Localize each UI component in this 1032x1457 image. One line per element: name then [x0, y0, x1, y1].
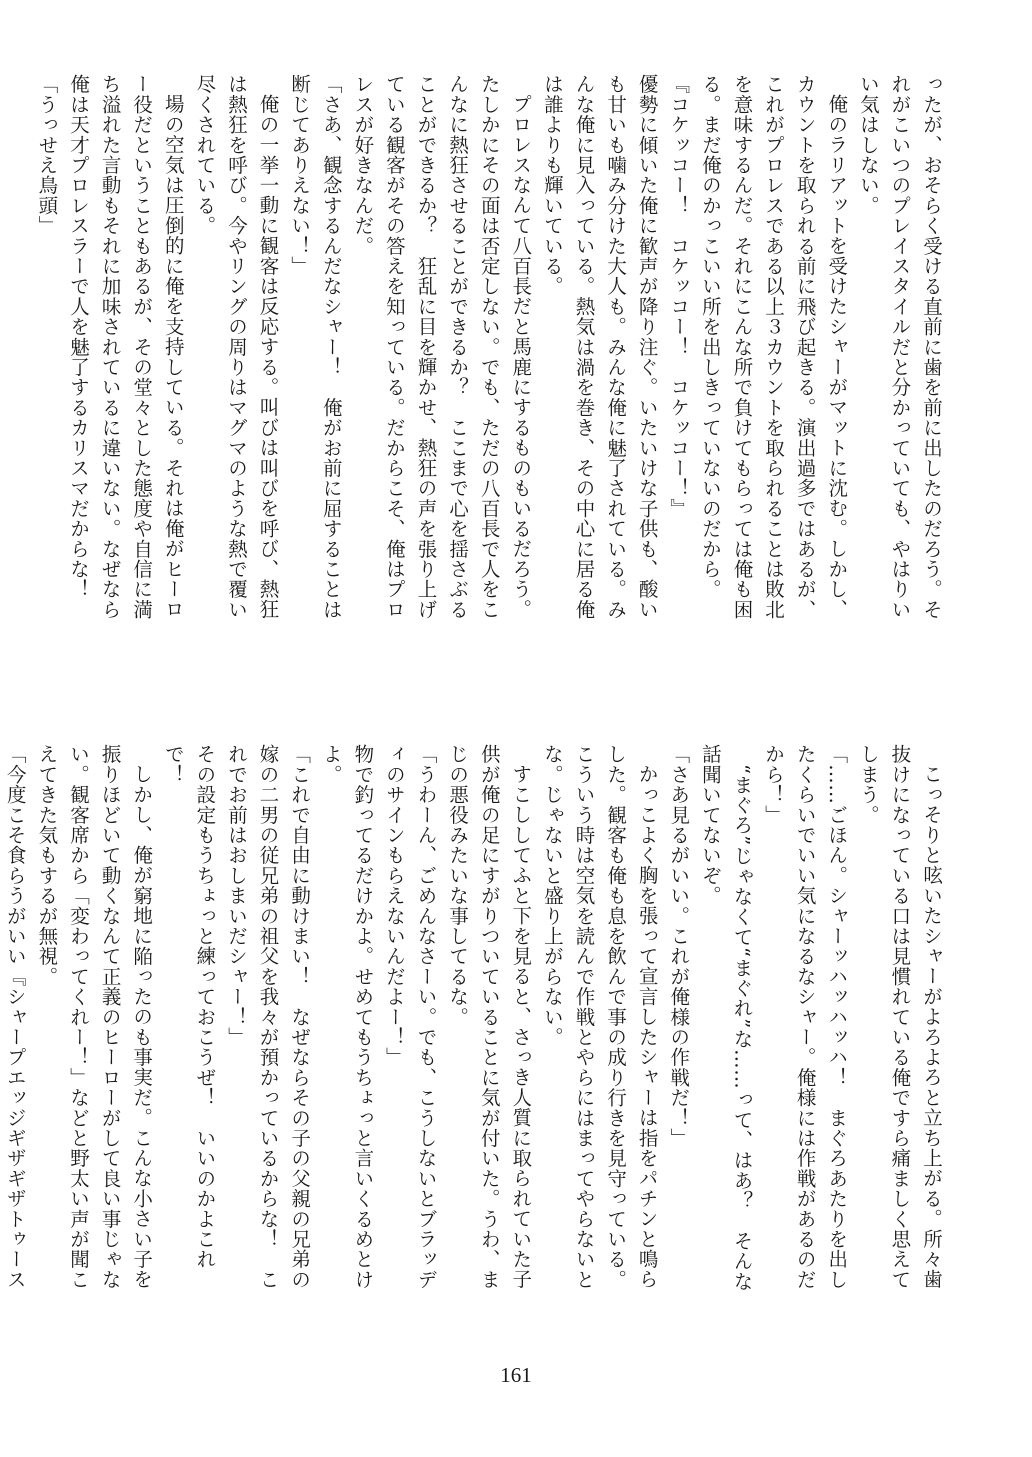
paragraph: 場の空気は圧倒的に俺を支持している。それは俺がヒーロー役だということもあるが、その堂々とした態度や自信に満ち溢れた言動もそれに加味されているに違いない。なぜなら俺は天才プロレスラーで人を魅了するカリスマだからな！	[66, 74, 185, 620]
paragraph: 「うっせえ鳥頭」	[35, 74, 59, 236]
text-column-top	[35, 74, 947, 622]
paragraph: 俺のラリアットを受けたシャーがマットに沈む。しかし、カウントを取られる前に飛び起きる。演出過多ではあるが、これがプロレスである以上３カウントを取られることは敗北を意味するんだ。それにこんな所で負けてもらっては俺も困る。まだ俺のかっこいい所を出しきっていないのだから。	[698, 74, 849, 620]
text-column-bottom	[3, 744, 947, 1292]
paragraph: 「今度こそ食らうがいい『シャープエッジギザギザトゥース	[3, 744, 27, 1290]
paragraph: 『コケッコー！ コケッコー！ コケッコー！』	[667, 74, 691, 519]
paragraph: しかし、俺が窮地に陥ったのも事実だ。こんな小さい子を振りほどいて動くなんて正義のヒーローがして良い事じゃない。観客席から「変わってくれー！」などと野太い声が聞こえてきた気もするが無視。	[35, 744, 154, 1290]
paragraph: “まぐろ”じゃなくて“まぐれ”な……って、はあ？ そんな話聞いてないぞ。	[698, 744, 754, 1291]
paragraph: 「うわーん、ごめんなさーい。でも、こうしないとブラッディのサインもらえないんだよー！」	[382, 744, 438, 1290]
paragraph: プロレスなんて八百長だと馬鹿にするものもいるだろう。たしかにその面は否定しない。でも、ただの八百長で人をこんなに熱狂させることができるか？ ここまで心を揺さぶることができるか？ 狂乱に目を輝かせ、熱狂の声を張り上げている観客がその答えを知っている。だからこそ、俺はプロレスが好きなんだ。	[351, 74, 533, 620]
paragraph: すこししてふと下を見ると、さっき人質に取られていた子供が俺の足にすがりついていることに気が付いた。うわ、まじの悪役みたいな事してるな。	[446, 744, 533, 1290]
paragraph: 俺の一挙一動に観客は反応する。叫びは叫びを呼び、熱狂は熱狂を呼び。今やリングの周りはマグマのような熱で覆い尽くされている。	[193, 74, 280, 620]
paragraph: こっそりと呟いたシャーがよろよろと立ち上がる。所々歯抜けになっている口は見慣れている俺ですら痛ましく思えてしまう。	[856, 744, 943, 1290]
page-number: 161	[500, 1363, 532, 1387]
paragraph: ったが、おそらく受ける直前に歯を前に出したのだろう。それがこいつのプレイスタイルだと分かっていても、やはりいい気はしない。	[856, 74, 943, 620]
paragraph: 優勢に傾いた俺に歓声が降り注ぐ。いたいけな子供も、酸いも甘いも噛み分けた大人も。みんな俺に魅了されている。みんな俺に見入っている。熱気は渦を巻き、その中心に居る俺は誰よりも輝いている。	[540, 74, 659, 620]
paragraph: 「……ごほん。シャーッハッハッハ！ まぐろあたりを出したくらいでいい気になるなシャー。俺様には作戦があるのだから！」	[762, 744, 849, 1290]
paragraph: 「さあ見るがいい。これが俺様の作戦だ！」	[667, 744, 691, 1148]
paragraph: 物で釣ってるだけかよ。せめてもうちょっと言いくるめとけよ。	[319, 744, 375, 1290]
paragraph: 「これで自由に動けまい！ なぜならその子の父親の兄弟の嫁の二男の従兄弟の祖父を我々が預かっているからな！ これでお前はおしまいだシャー！」	[224, 744, 312, 1290]
paragraph: 「さあ、観念するんだなシャー！ 俺がお前に屈することは断じてありえない！」	[288, 74, 343, 620]
paragraph: かっこよく胸を張って宣言したシャーは指をパチンと鳴らした。観客も俺も息を飲んで事の成り行きを見守っている。こういう時は空気を読んで作戦とやらにはまってやらないとな。じゃないと盛り上がらない。	[540, 744, 659, 1290]
paragraph: その設定もうちょっと練っておこうぜ！ いいのかよこれで！	[161, 744, 217, 1270]
